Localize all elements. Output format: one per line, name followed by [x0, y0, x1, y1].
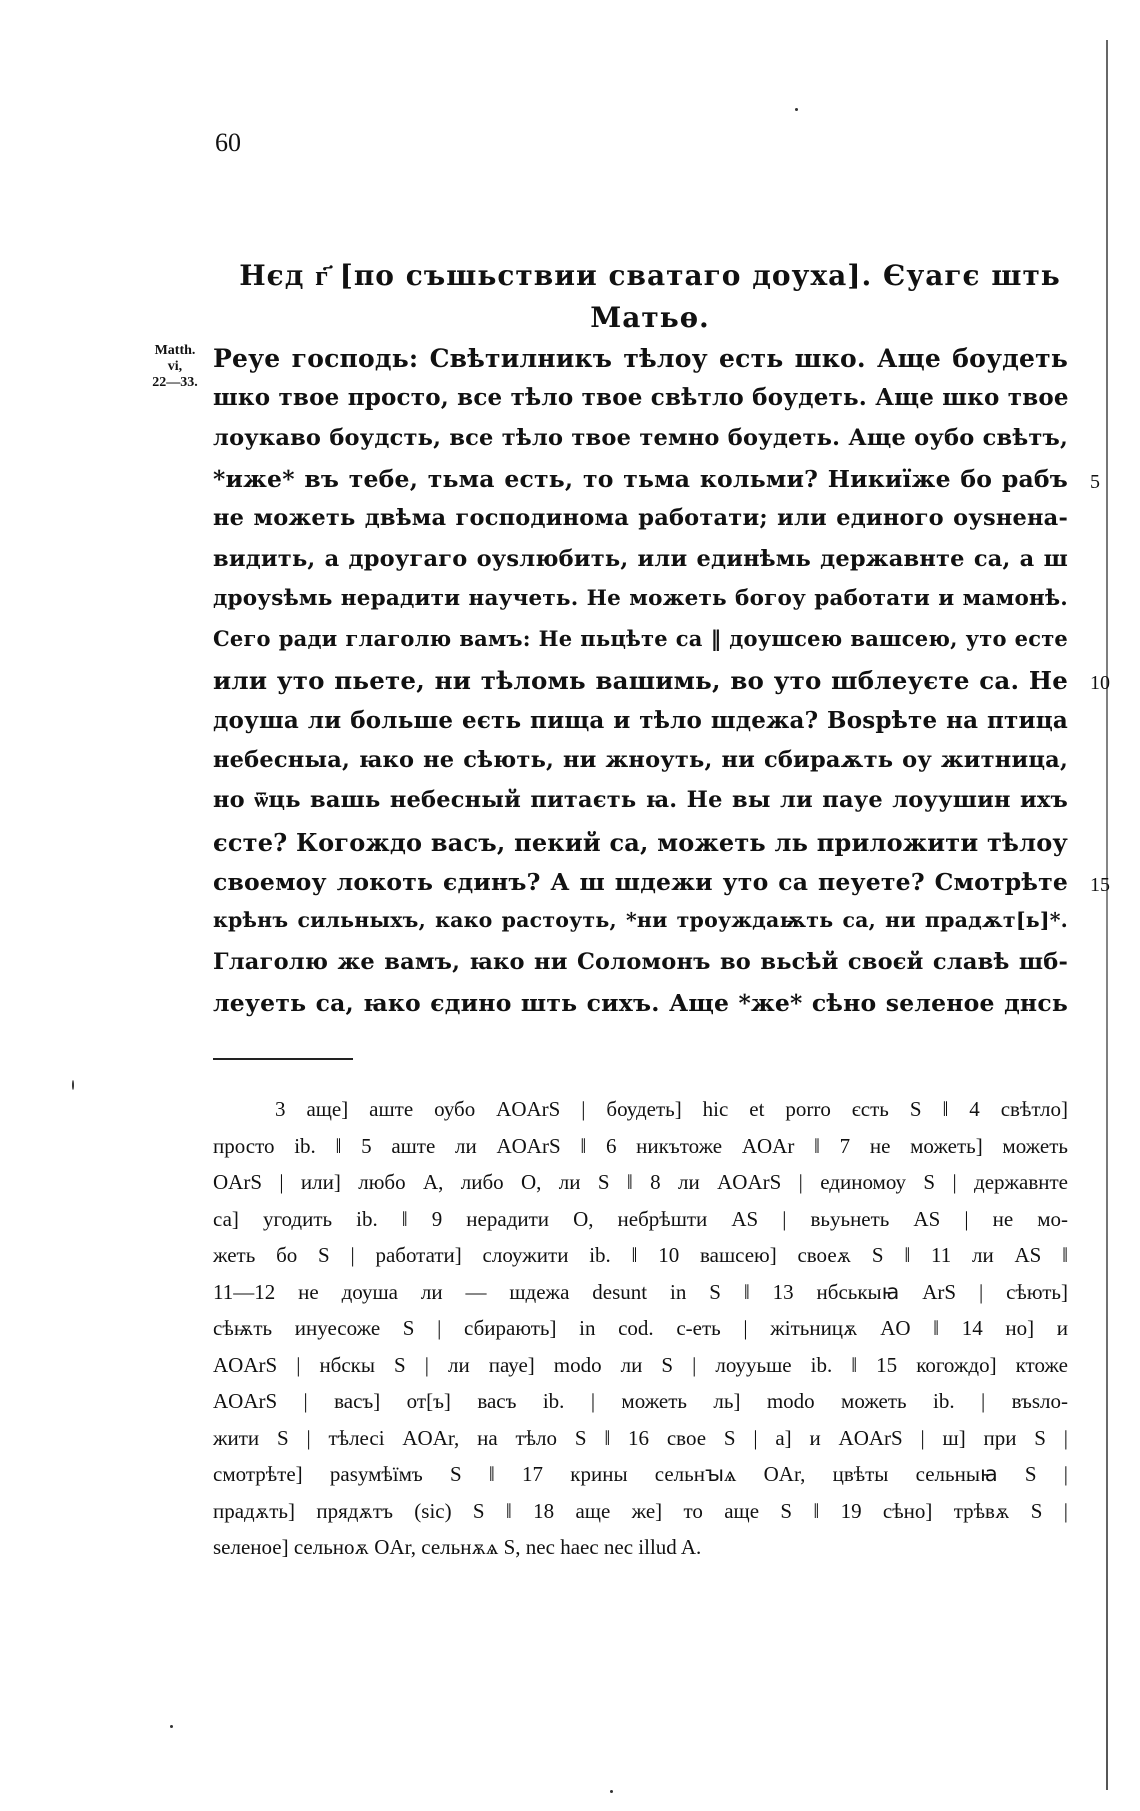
text-line: доуша ли больше еєть пища и тѣло шдежа? Воѕрѣте на птица [213, 706, 1068, 734]
footnote-line: смотрѣте] раѕумѣїмъ S ‖ 17 крины сельнꙑѧ OAr, цвѣты сельныꙗ S | [213, 1462, 1068, 1486]
print-speck [170, 1725, 173, 1728]
text-line: дроуѕѣмь нерадити научеть. Не можеть богоу работати и мамонѣ. [213, 585, 1068, 611]
footnote-line: OArS | или] любо A, либо O, ли S ‖ 8 ли AOArS | единомоу S | державнте [213, 1170, 1068, 1194]
text-line: своемоу локоть єдинъ? А ш шдежи уто са пеуете? Смотрѣте [213, 867, 1068, 896]
footnote-line: жеть бо S | работати] слоужити ib. ‖ 10 вашсею] своеѫ S ‖ 11 ли AS ‖ [213, 1243, 1068, 1267]
text-line: но ѿць вашь небесный питаєть ꙗ. Не вы ли пауе лоуушин ихъ [213, 787, 1068, 814]
text-line: Сего ради глаголю вамъ: Не пьцѣте са ‖ доушсею вашсею, уто есте [213, 626, 1068, 652]
footnote-line: AOArS | нбскы S | ли пауе] modo ли S | лоууьше ib. ‖ 15 когождо] ктоже [213, 1352, 1068, 1377]
text-line: не можеть двѣма господинома работати; или единого оуѕнена- [213, 505, 1068, 532]
print-speck [795, 108, 798, 111]
heading-line-1: Нєд г҃ [по съшьствии сватаго доуха]. Єуагє шть [239, 259, 1061, 292]
page-edge-line [1106, 40, 1108, 1790]
text-line: лоукаво боудсть, все тѣло твое темно боудеть. Аще оубо свѣтъ, [213, 424, 1068, 451]
line-number: 10 [1090, 672, 1110, 695]
text-line: небесныа, ꙗко не сѣють, ни жноуть, ни сбираѫть оу житница, [213, 747, 1068, 773]
text-line: єсте? Когождо васъ, пекий са, можеть ль приложити тѣлоу [213, 827, 1068, 857]
margin-reference [135, 343, 215, 391]
text-line: шко твое просто, все тѣло твое свѣтло боудеть. Аще шко твое [213, 384, 1069, 412]
text-line: Глаголю же вамъ, ꙗко ни Соломонъ во вьсѣй своєй славѣ шб- [213, 948, 1068, 975]
footnote-line: 11—12 не доуша ли — шдежа desunt in S ‖ 13 нбськыꙗ ArS | сѣють] [213, 1279, 1068, 1304]
footnote-line: жити S | тѣлесі AOAr, на тѣло S ‖ 16 свое S | а] и AOArS | ш] при S | [213, 1425, 1068, 1450]
text-line: *иже* въ тебе, тьма есть, то тьма кольми? Никиїже бо рабъ [213, 464, 1068, 493]
text-line: леуеть са, ꙗко єдино шть сихъ. Аще *же* сѣно ѕеленое днсь [213, 988, 1068, 1017]
margin-reference-line: 22—33. [152, 375, 198, 390]
text-line: Реуе господь: Свѣтилникъ тѣлоу есть шко. Аще боудеть [213, 344, 1068, 373]
section-heading [200, 255, 1100, 339]
print-speck [72, 1080, 74, 1090]
margin-reference-line: vi, [167, 359, 183, 374]
footnote-line: сѣѭть инуесоже S | сбирають] in cod. с-еть | жітьницѫ AO ‖ 14 но] и [213, 1316, 1068, 1340]
text-line: или уто пьете, ни тѣломь вашимь, во уто шблеуєте са. Не [213, 666, 1068, 696]
footnote-line: 3 аще] аште оубо AOArS | боудеть] hic et porro єсть S ‖ 4 свѣтло] [275, 1097, 1068, 1121]
margin-reference-line: Matth. [154, 343, 196, 358]
footnote-rule [213, 1058, 353, 1060]
heading-line-2: Матьѳ. [590, 301, 710, 334]
line-number: 15 [1090, 873, 1110, 896]
text-line: видить, а дроугаго оуѕлюбить, или единѣмь державнте са, а ш [213, 545, 1068, 572]
print-speck [610, 1790, 613, 1793]
footnote-line: са] угодить ib. ‖ 9 нерадити O, небрѣшти AS | вьуьнеть AS | не мо- [213, 1206, 1068, 1231]
line-number: 5 [1090, 470, 1100, 493]
text-line: крѣнъ сильныхъ, како растоуть, *ни троуждаѭть са, ни прадѫт[ь]*. [213, 908, 1068, 933]
footnote-line: AOArS | васъ] от[ъ] васъ ib. | можеть ль] modo можеть ib. | въѕло- [213, 1389, 1068, 1413]
footnote-line: прадѫть] прядѫтъ (sic) S ‖ 18 аще же] то аще S ‖ 19 сѣно] трѣвѫ S | [213, 1498, 1068, 1523]
footnote-line: просто ib. ‖ 5 аште ли AOArS ‖ 6 никътоже AOAr ‖ 7 не можеть] можеть [213, 1133, 1068, 1158]
footnote-line: ѕеленое] сельноѫ OAr, сельнѫѧ S, nec haec nec illud A. [213, 1535, 702, 1559]
page-number: 60 [215, 128, 241, 157]
